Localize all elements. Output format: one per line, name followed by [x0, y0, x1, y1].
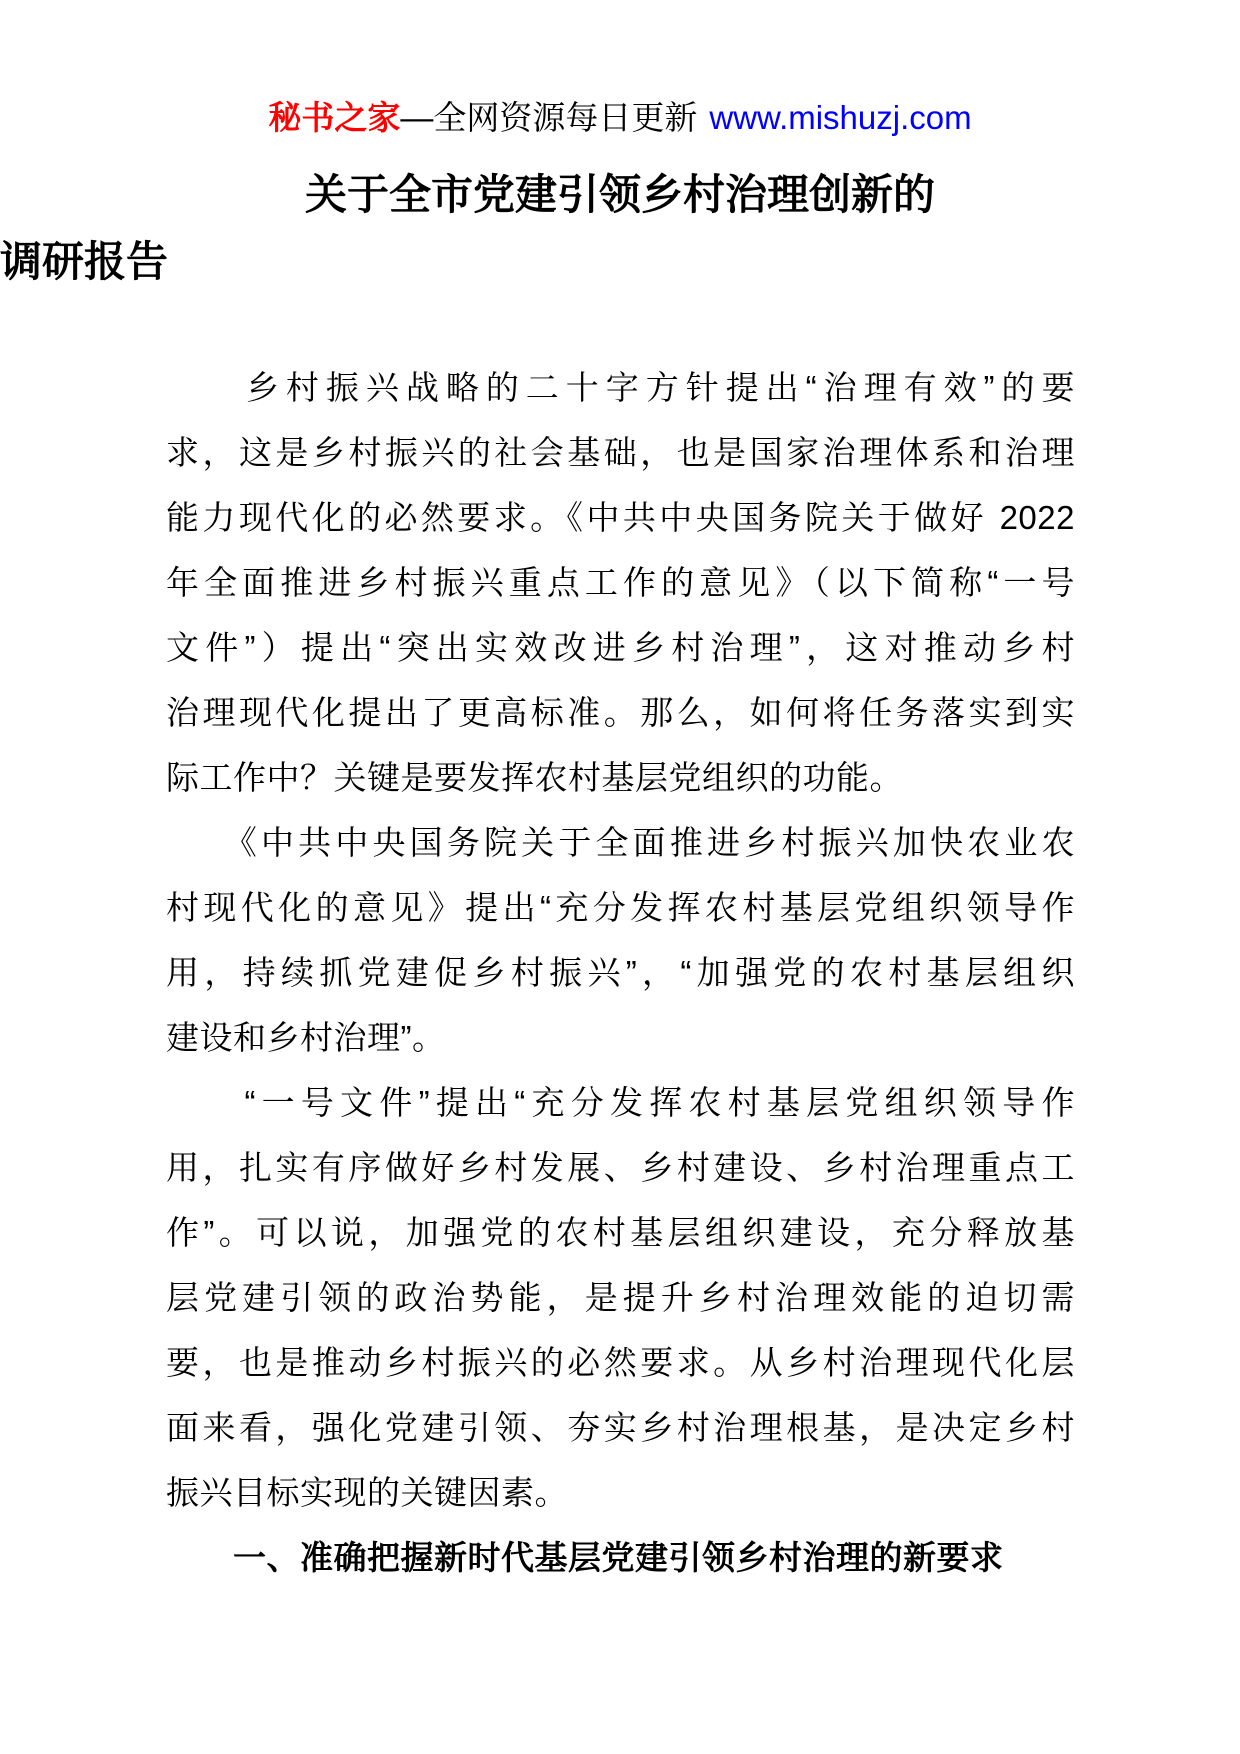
text-line: 振兴目标实现的关键因素。	[166, 1474, 568, 1511]
body-paragraph	[166, 1070, 1075, 1525]
text-line: 层党建引领的政治势能，是提升乡村治理效能的迫切需	[166, 1279, 1075, 1316]
text-line: 乡村振兴战略的二十字方针提出“治理有效”的要	[166, 369, 1075, 406]
text-line: 要，也是推动乡村振兴的必然要求。从乡村治理现代化层	[166, 1344, 1075, 1381]
site-tagline: —全网资源每日更新	[400, 99, 698, 136]
text-line: 调研报告	[0, 238, 169, 285]
text-line: 《中共中央国务院关于全面推进乡村振兴加快农业农	[166, 824, 1075, 861]
text-line: 用，扎实有序做好乡村发展、乡村建设、乡村治理重点工	[166, 1149, 1075, 1186]
text-line: 求，这是乡村振兴的社会基础，也是国家治理体系和治理	[166, 434, 1075, 471]
section-heading: 一、准确把握新时代基层党建引领乡村治理的新要求	[166, 1539, 1004, 1576]
document-body	[166, 355, 1075, 1590]
text-line: 建设和乡村治理”。	[166, 1019, 446, 1056]
site-header	[0, 97, 1240, 139]
text-line: 治理现代化提出了更高标准。那么，如何将任务落实到实	[166, 694, 1075, 731]
text-line: 村现代化的意见》提出“充分发挥农村基层党组织领导作	[166, 889, 1075, 926]
text-line: 能力现代化的必然要求。《中共中央国务院关于做好 2022	[166, 499, 1075, 536]
text-line: 年全面推进乡村振兴重点工作的意见》（以下简称“一号	[166, 564, 1075, 601]
site-brand: 秘书之家	[268, 99, 401, 136]
text-line: 际工作中？关键是要发挥农村基层党组织的功能。	[166, 759, 903, 796]
text-line: 面来看，强化党建引领、夯实乡村治理根基，是决定乡村	[166, 1409, 1075, 1446]
text-line: “一号文件”提出“充分发挥农村基层党组织领导作	[166, 1084, 1075, 1121]
text-line: 关于全市党建引领乡村治理创新的	[304, 171, 935, 218]
text-line: 文件”）提出“突出实效改进乡村治理”，这对推动乡村	[166, 629, 1075, 666]
body-paragraph	[166, 355, 1075, 810]
text-line: 用，持续抓党建促乡村振兴”，“加强党的农村基层组织	[166, 954, 1075, 991]
site-url-link[interactable]: www.mishuzj.com	[709, 99, 972, 136]
document-title	[0, 161, 1240, 295]
text-line: 作”。可以说，加强党的农村基层组织建设，充分释放基	[166, 1214, 1075, 1251]
body-paragraph	[166, 810, 1075, 1070]
